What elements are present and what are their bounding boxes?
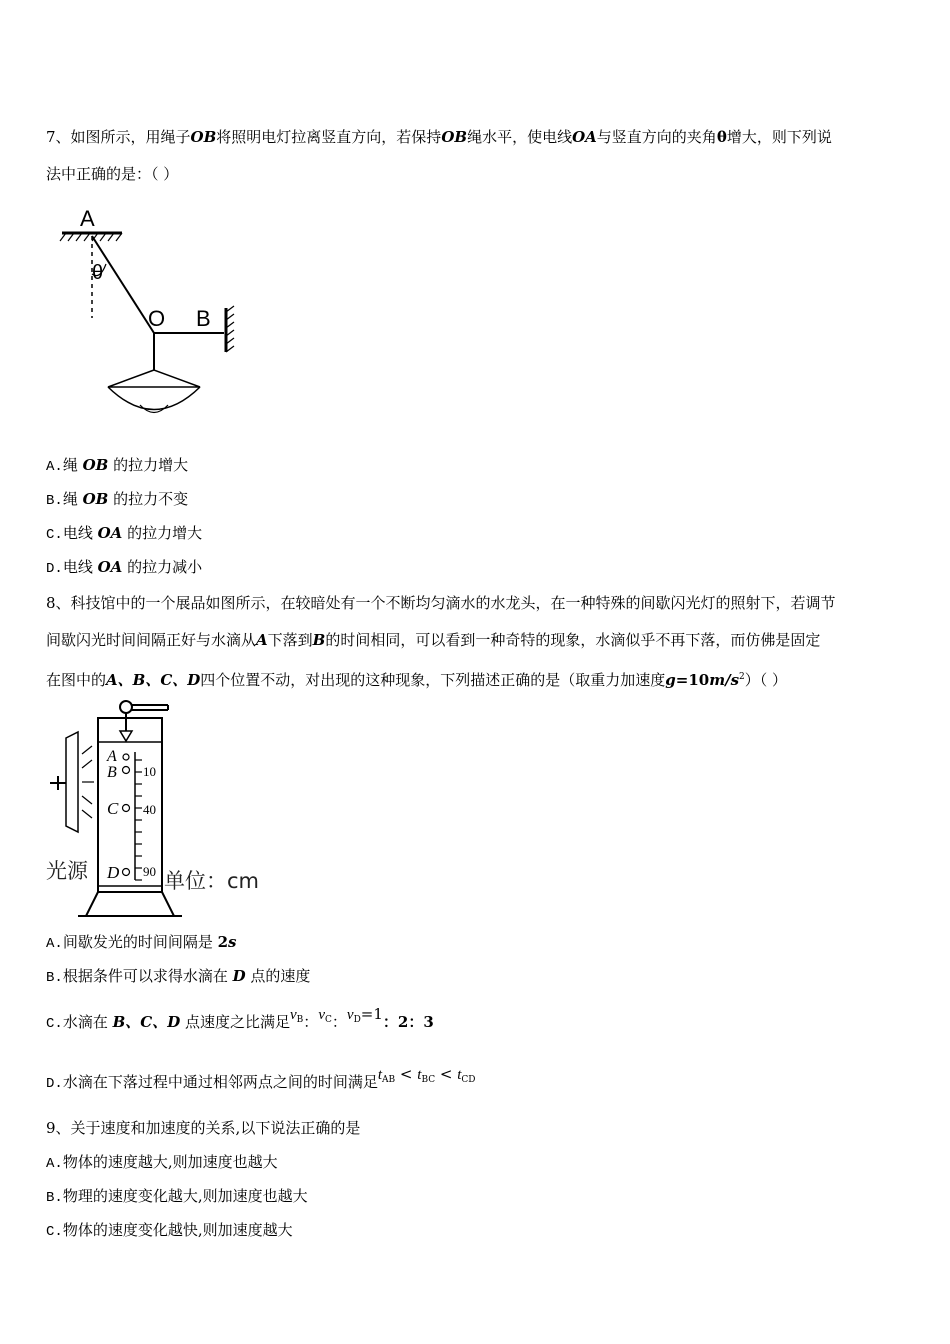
point-o-label: O [148,306,166,331]
drop-b-label: B [107,764,117,781]
q9-option-c[interactable]: C.物体的速度变化越快,则加速度越大 [46,1221,293,1240]
tick-90: 90 [143,864,156,879]
q8-stem-line3: 在图中的A、B、C、D四个位置不动，对出现的这种现象，下列描述正确的是（取重力加速度$g=10m/s^2$）（ ） [46,671,788,689]
q7-stem-line2: 法中正确的是：（ ） [46,165,179,183]
q8-option-c[interactable]: C.水滴在 B、C、D 点速度之比满足$v_B$：$v_C$：$v_D=1$：2：3 [46,1005,434,1032]
q7-option-b[interactable]: B.绳 OB 的拉力不变 [46,490,189,509]
tick-10: 10 [143,764,156,779]
tick-40: 40 [143,802,156,817]
drop-c-label: C [107,799,119,818]
q9-option-b[interactable]: B.物理的速度变化越大,则加速度也越大 [46,1187,308,1206]
q8-stem-line2: 间歇闪光时间间隔正好与水滴从A下落到B的时间相同，可以看到一种奇特的现象，水滴似乎不再下落，而仿佛是固定 [46,631,821,649]
q8-option-b[interactable]: B.根据条件可以求得水滴在 D 点的速度 [46,967,311,986]
q9-option-a[interactable]: A.物体的速度越大,则加速度也越大 [46,1153,278,1172]
theta-label: θ [92,262,104,284]
q7-option-a[interactable]: A.绳 OB 的拉力增大 [46,456,189,475]
q7-stem-line1: 7、如图所示，用绳子OB将照明电灯拉离竖直方向，若保持OB绳水平，使电线OA与竖直方向的夹角θ增大，则下列说 [46,128,832,146]
q7-lamp-figure [50,200,250,430]
q8-drip-figure [44,698,284,920]
q7-option-c[interactable]: C.电线 OA 的拉力增大 [46,524,203,543]
q8-stem-line1: 8、科技馆中的一个展品如图所示，在较暗处有一个不断均匀滴水的水龙头，在一种特殊的间歇闪光灯的照射下，若调节 [46,594,836,612]
point-a-label: A [80,206,95,231]
drop-d-label: D [107,863,120,882]
drop-a-label: A [107,748,117,765]
q8-option-a[interactable]: A.间歇发光的时间间隔是 2s [46,933,237,952]
point-b-label: B [196,306,211,331]
q7-option-d[interactable]: D.电线 OA 的拉力减小 [46,558,203,577]
light-source-label: 光源 [46,859,88,883]
q8-option-d[interactable]: D.水滴在下落过程中通过相邻两点之间的时间满足$t_{AB} < t_{BC} < t_{CD}$ [46,1065,476,1092]
unit-label: 单位：cm [164,869,260,893]
q9-stem: 9、关于速度和加速度的关系,以下说法正确的是 [46,1119,361,1137]
